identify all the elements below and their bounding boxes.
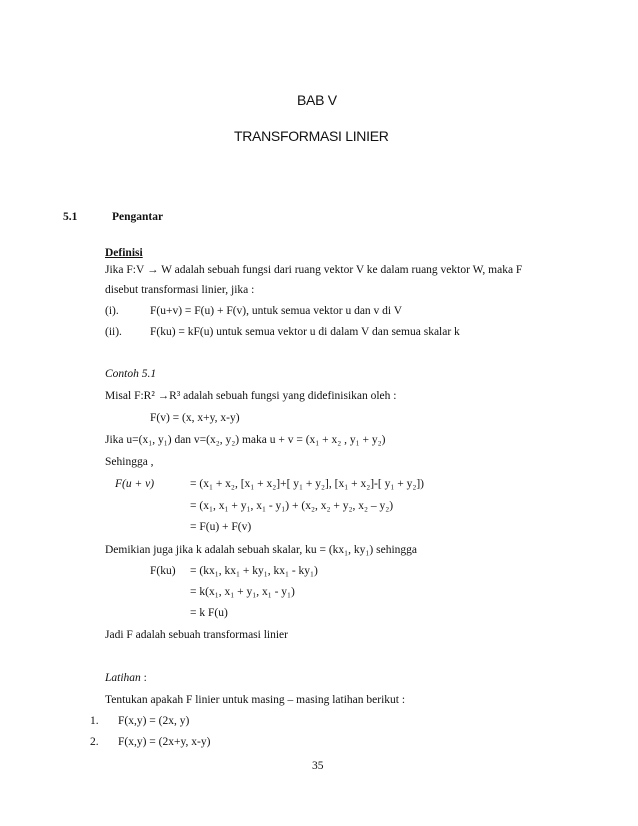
definition-item-1-label: (i). (105, 305, 119, 317)
exercise-item-1-number: 1. (90, 715, 99, 727)
example-line-5-rhs: = (x₁ + x₂, [x₁ + x₂]+[ y₁ + y₂], [x₁ + x₂]-[ y₁ + y₂]) (190, 478, 424, 490)
example-heading: Contoh 5.1 (105, 368, 157, 380)
exercise-heading: Latihan (105, 672, 141, 684)
example-line-7: = F(u) + F(v) (190, 521, 252, 533)
exercise-item-2-text: F(x,y) = (2x+y, x-y) (118, 736, 211, 748)
definition-line-2: disebut transformasi linier, jika : (105, 284, 255, 296)
definition-item-1-text: F(u+v) = F(u) + F(v), untuk semua vektor u dan v di V (150, 305, 403, 317)
section-number: 5.1 (63, 211, 78, 223)
example-line-1: Misal F:R² →R³ adalah sebuah fungsi yang didefinisikan oleh : (105, 390, 397, 402)
example-line-2: F(v) = (x, x+y, x-y) (150, 412, 240, 424)
exercise-heading-suffix: : (140, 672, 147, 684)
section-title: Pengantar (112, 211, 164, 223)
chapter-number: BAB V (297, 92, 337, 108)
example-line-10: = k(x₁, x₁ + y₁, x₁ - y₁) (190, 586, 295, 598)
example-line-6: = (x₁, x₁ + y₁, x₁ - y₁) + (x₂, x₂ + y₂, x₂ – y₂) (190, 500, 394, 512)
example-line-11: = k F(u) (190, 607, 228, 619)
exercise-intro: Tentukan apakah F linier untuk masing – masing latihan berikut : (105, 694, 406, 706)
example-line-9-lhs: F(ku) (150, 565, 176, 577)
example-line-3: Jika u=(x₁, y₁) dan v=(x₂, y₂) maka u + v = (x₁ + x₂ , y₁ + y₂) (105, 434, 386, 446)
exercise-item-2-number: 2. (90, 736, 99, 748)
page-number: 35 (312, 760, 324, 772)
example-line-12: Jadi F adalah sebuah transformasi linier (105, 629, 288, 641)
chapter-title: TRANSFORMASI LINIER (234, 128, 389, 144)
example-line-8: Demikian juga jika k adalah sebuah skalar, ku = (kx₁, ky₁) sehingga (105, 544, 417, 556)
example-line-9-rhs: = (kx₁, kx₁ + ky₁, kx₁ - ky₁) (190, 565, 318, 577)
example-line-5-lhs: F(u + v) (115, 478, 155, 490)
exercise-heading-wrap (105, 672, 147, 684)
exercise-item-1-text: F(x,y) = (2x, y) (118, 715, 190, 727)
definition-heading: Definisi (105, 247, 143, 259)
definition-item-2-label: (ii). (105, 326, 122, 338)
definition-line-1: Jika F:V → W adalah sebuah fungsi dari ruang vektor V ke dalam ruang vektor W, maka F (105, 264, 523, 276)
example-line-4: Sehingga , (105, 456, 154, 468)
definition-item-2-text: F(ku) = kF(u) untuk semua vektor u di dalam V dan semua skalar k (150, 326, 460, 338)
